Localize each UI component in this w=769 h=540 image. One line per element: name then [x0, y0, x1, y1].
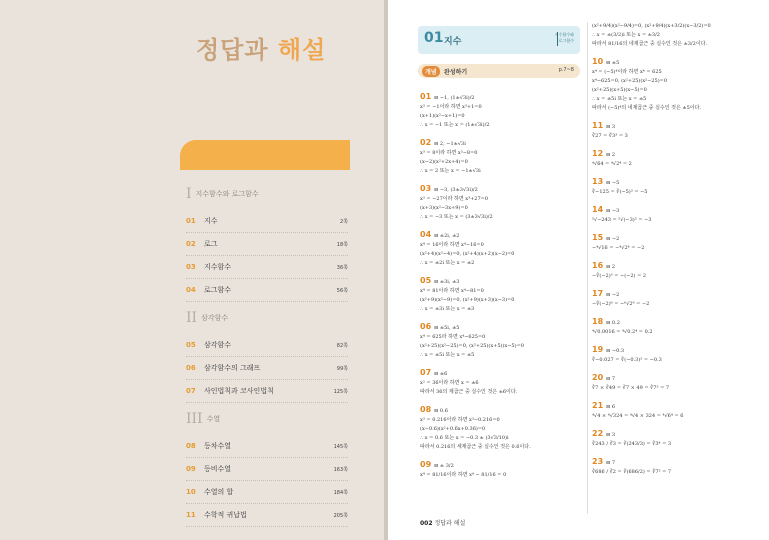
solution-line: x³ = 8이라 하면 x³−8=0: [420, 150, 478, 156]
solution-line: ⁴√0.0016 = ⁴√0.2⁴ = 0.2: [592, 329, 653, 335]
answer-text: ⊟ 0.6: [434, 408, 448, 414]
footer-page-number: 002: [420, 520, 433, 527]
solution-line: (x+1)(x²−x+1)=0: [420, 113, 465, 119]
solution-line: ∛−125 = ∛(−5)³ = −5: [592, 189, 648, 195]
solution-line: x² = 36이라 하면 x = ±6: [420, 380, 479, 386]
toc-item-label: 삼각함수의 그래프: [204, 364, 261, 372]
toc-item[interactable]: [186, 334, 348, 357]
problem-number: 02: [420, 138, 432, 147]
problem-number: 03: [420, 184, 432, 193]
problem-number: 18: [592, 317, 604, 326]
solution-line: ⁴√4 × ⁴√324 = ⁴√4 × 324 = ⁴√6⁴ = 6: [592, 413, 684, 419]
solution-heading: [420, 322, 580, 333]
toc-item-number: 11: [186, 511, 196, 519]
solution-heading: [592, 401, 762, 412]
toc-section-roman: II: [186, 310, 198, 326]
answer-text: ⊟ 7: [606, 460, 616, 466]
solution-item: [592, 373, 762, 393]
problem-number: 19: [592, 345, 604, 354]
solution-heading: [592, 373, 762, 384]
solution-line: x⁴ = (−5)⁴이라 하면 x⁴ = 625: [592, 69, 662, 75]
toc-item-page: 125쪽: [333, 388, 348, 395]
toc-item-number: 02: [186, 240, 196, 248]
problem-number: 23: [592, 457, 604, 466]
answer-text: ⊟ 7: [606, 376, 616, 382]
toc-section-label: 지수함수와 로그함수: [195, 190, 259, 198]
problem-number: 06: [420, 322, 432, 331]
solution-item: [592, 429, 762, 449]
solution-heading: [592, 205, 762, 216]
solution-line: ∴ x = ±2i 또는 x = ±2: [420, 260, 475, 266]
toc-item-label: 지수: [204, 217, 218, 225]
table-of-contents: [186, 178, 348, 527]
solution-item: [420, 276, 580, 314]
solution-line: ∛−0.027 = ∛(−0.3)³ = −0.3: [592, 357, 662, 363]
toc-item[interactable]: [186, 504, 348, 527]
chapter-number: 01: [424, 30, 444, 46]
solution-heading: [592, 149, 762, 160]
solution-line: 따라서 (−5)⁴의 네제곱근 중 실수인 것은 ±5이다.: [592, 105, 702, 111]
solution-item: [592, 121, 762, 141]
solution-heading: [592, 345, 762, 356]
solution-heading: [592, 57, 762, 68]
solution-item: [592, 57, 762, 113]
toc-item[interactable]: [186, 256, 348, 279]
solution-line: ⁵√−243 = ⁵√(−3)⁵ = −3: [592, 217, 652, 223]
solution-line: 따라서 0.216의 세제곱근 중 실수인 것은 0.6이다.: [420, 444, 531, 450]
solution-line: (x²+25)(x+5)(x−5)=0: [592, 87, 647, 93]
solution-item: [592, 401, 762, 421]
toc-section-header: [186, 411, 348, 427]
solution-item: [420, 230, 580, 268]
problem-number: 14: [592, 205, 604, 214]
toc-item[interactable]: [186, 279, 348, 302]
solution-line: (x²+9/4)(x²−9/4)=0, (x²+9/4)(x+3/2)(x−3/2)=0: [592, 23, 711, 29]
solution-line: x⁴ = 625라 하면 x⁴−625=0: [420, 334, 486, 340]
toc-item-page: 99쪽: [336, 365, 348, 372]
toc-item-page: 163쪽: [333, 466, 348, 473]
problem-number: 13: [592, 177, 604, 186]
solution-heading: [592, 261, 762, 272]
answer-text: ⊟ −2: [606, 292, 620, 298]
toc-item-label: 로그: [204, 240, 218, 248]
toc-item-label: 수학적 귀납법: [204, 511, 247, 519]
solution-line: ∛243 / ∛3 = ∛(243/3) = ∛3⁴ = 3: [592, 441, 672, 447]
answer-text: ⊟ 3: [606, 432, 616, 438]
toc-section-header: [186, 310, 348, 326]
solution-line: 따라서 36의 제곱근 중 실수인 것은 ±6이다.: [420, 389, 518, 395]
answer-text: ⊟ −0.3: [606, 348, 625, 354]
solution-line: −∛(−2)⁶ = −⁶√2⁶ = −2: [592, 301, 650, 307]
solution-item: [420, 184, 580, 222]
toc-item-page: 205쪽: [333, 512, 348, 519]
solution-heading: [420, 184, 580, 195]
toc-section-label: 수열: [206, 415, 221, 423]
solution-item: [592, 289, 762, 309]
problem-number: 17: [592, 289, 604, 298]
solution-item: [592, 22, 762, 49]
problem-number: 10: [592, 57, 604, 66]
toc-item-label: 삼각함수: [204, 341, 232, 349]
toc-item[interactable]: [186, 481, 348, 504]
toc-item-page: 145쪽: [333, 443, 348, 450]
solution-line: ∴ x = ±5i 또는 x = ±5: [420, 352, 475, 358]
solution-heading: [592, 457, 762, 468]
chapter-unit-line2: 로그함수: [558, 38, 574, 43]
solution-line: ∴ x = 0.6 또는 x = −0.3 ± (3√3/10)i: [420, 435, 509, 441]
footer-label: 정답과 해설: [434, 520, 466, 527]
solution-heading: [592, 289, 762, 300]
answer-text: ⊟ 2: [606, 264, 616, 270]
solution-heading: [420, 368, 580, 379]
toc-item-number: 09: [186, 465, 196, 473]
solution-line: ∴ x = 2 또는 x = −1±√3i: [420, 168, 481, 174]
solution-item: [592, 205, 762, 225]
solution-line: x⁴−625=0, (x²+25)(x²−25)=0: [592, 78, 668, 84]
chapter-unit: [555, 32, 574, 44]
problem-number: 12: [592, 149, 604, 158]
solution-line: 따라서 81/16의 네제곱근 중 실수인 것은 ±3/2이다.: [592, 41, 708, 47]
problem-number: 11: [592, 121, 604, 130]
page-footer: [420, 518, 465, 527]
toc-item-label: 로그함수: [204, 286, 232, 294]
answer-text: ⊟ ±5i, ±5: [434, 325, 460, 331]
solution-line: −⁴√16 = −⁴√2⁴ = −2: [592, 245, 645, 251]
solution-heading: [420, 276, 580, 287]
answer-text: ⊟ ± 3/2: [434, 463, 454, 469]
solution-heading: [420, 230, 580, 241]
answer-text: ⊟ −3: [606, 208, 620, 214]
answer-text: ⊟ −1, (1±√3i)/2: [434, 95, 475, 101]
solution-item: [592, 317, 762, 337]
section-page-range: p.7~8: [558, 67, 574, 73]
toc-item-number: 08: [186, 442, 196, 450]
answer-text: ⊟ ±6: [434, 371, 448, 377]
solution-line: x⁴ = 81/16이라 하면 x⁴ − 81/16 = 0: [420, 472, 507, 478]
toc-item-page: 36쪽: [336, 264, 348, 271]
solution-line: −∛(−2)³ = −(−2) = 2: [592, 273, 647, 279]
solution-item: [420, 460, 580, 480]
title-part2: 해설: [277, 36, 327, 64]
answer-text: ⊟ −5: [606, 180, 620, 186]
solution-heading: [592, 177, 762, 188]
answer-text: ⊟ 3: [606, 124, 616, 130]
toc-item-number: 03: [186, 263, 196, 271]
solution-item: [420, 405, 580, 452]
toc-section-roman: III: [186, 411, 203, 427]
solution-line: x³ = −27이라 하면 x³+27=0: [420, 196, 488, 202]
solution-line: x⁴ = 81이라 하면 x⁴−81=0: [420, 288, 484, 294]
solution-item: [592, 233, 762, 253]
toc-item[interactable]: [186, 233, 348, 256]
toc-item-number: 01: [186, 217, 196, 225]
solution-heading: [420, 92, 580, 103]
problem-number: 16: [592, 261, 604, 270]
solution-heading: [592, 429, 762, 440]
problem-number: 20: [592, 373, 604, 382]
toc-item[interactable]: [186, 380, 348, 403]
solution-line: (x−2)(x²+2x+4)=0: [420, 159, 468, 165]
solution-heading: [420, 405, 580, 416]
problem-number: 22: [592, 429, 604, 438]
toc-item-label: 지수함수: [204, 263, 232, 271]
toc-item-page: 56쪽: [336, 287, 348, 294]
answer-text: ⊟ ±2i, ±2: [434, 233, 460, 239]
solution-item: [592, 457, 762, 477]
solution-line: (x+3)(x²−3x+9)=0: [420, 205, 468, 211]
toc-item-label: 사인법칙과 코사인법칙: [204, 387, 274, 395]
toc-tab-decoration: [180, 140, 350, 170]
solution-line: x³ = 0.216이라 하면 x³−0.216=0: [420, 417, 500, 423]
toc-item-page: 2쪽: [339, 218, 348, 225]
toc-section-label: 삼각함수: [201, 314, 229, 322]
toc-item[interactable]: [186, 435, 348, 458]
solution-heading: [592, 233, 762, 244]
toc-item-number: 05: [186, 341, 196, 349]
solution-line: ∴ x = −3 또는 x = (3±3√3i)/2: [420, 214, 493, 220]
section-ribbon: [418, 64, 580, 78]
solution-item: [592, 345, 762, 365]
toc-item-label: 등차수열: [204, 442, 232, 450]
toc-item-number: 04: [186, 286, 196, 294]
toc-item-label: 등비수열: [204, 465, 232, 473]
solution-heading: [420, 138, 580, 149]
answer-text: ⊟ −2: [606, 236, 620, 242]
section-name: 완성하기: [444, 69, 468, 76]
answer-text: ⊟ ±5: [606, 60, 620, 66]
solution-heading: [592, 317, 762, 328]
solution-line: (x²+4)(x²−4)=0, (x²+4)(x+2)(x−2)=0: [420, 251, 515, 257]
solution-item: [420, 92, 580, 130]
problem-number: 21: [592, 401, 604, 410]
answer-text: ⊟ −3, (3±3√3i)/2: [434, 187, 478, 193]
solution-item: [420, 322, 580, 360]
problem-number: 04: [420, 230, 432, 239]
toc-item[interactable]: [186, 458, 348, 481]
chapter-header: [418, 26, 580, 54]
title-part1: 정답과: [196, 36, 269, 64]
solution-line: ⁴√64 = ⁴√2⁴ = 2: [592, 161, 632, 167]
section-tag: 개념: [422, 66, 440, 77]
solution-line: ∴ x = ±3i 또는 x = ±3: [420, 306, 475, 312]
chapter-unit-line1: 지수함수와: [554, 32, 574, 37]
problem-number: 07: [420, 368, 432, 377]
answer-text: ⊟ 2, −1±√3i: [434, 141, 466, 147]
solution-item: [420, 368, 580, 397]
solution-item: [592, 149, 762, 169]
solution-heading: [420, 460, 580, 471]
solution-line: (x²+9)(x²−9)=0, (x²+9)(x+3)(x−3)=0: [420, 297, 515, 303]
toc-section-roman: I: [186, 186, 192, 202]
toc-item-number: 10: [186, 488, 196, 496]
problem-number: 05: [420, 276, 432, 285]
toc-item-page: 184쪽: [333, 489, 348, 496]
answer-text: ⊟ 0.2: [606, 320, 620, 326]
solutions-column-1: [420, 92, 580, 488]
toc-section-header: [186, 186, 348, 202]
solution-line: ∴ x = ±(3/2)i 또는 x = ±3/2: [592, 32, 660, 38]
solution-item: [420, 138, 580, 176]
solution-line: (x²+25)(x²−25)=0, (x²+25)(x+5)(x−5)=0: [420, 343, 524, 349]
solution-line: ∴ x = −1 또는 x = (1±√3i)/2: [420, 122, 490, 128]
solution-line: (x−0.6)(x²+0.6x+0.36)=0: [420, 426, 486, 432]
problem-number: 08: [420, 405, 432, 414]
solution-line: ∴ x = ±5i 또는 x = ±5: [592, 96, 647, 102]
solution-item: [592, 177, 762, 197]
answer-text: ⊟ ±3i, ±3: [434, 279, 460, 285]
column-divider: [587, 22, 588, 514]
solution-heading: [592, 121, 762, 132]
toc-item-page: 18쪽: [336, 241, 348, 248]
chapter-name: 지수: [444, 37, 462, 47]
solution-line: ∛7 × ∛49 = ∛7 × 49 = ∛7³ = 7: [592, 385, 670, 391]
book-title: [196, 30, 326, 65]
problem-number: 15: [592, 233, 604, 242]
toc-item-page: 82쪽: [336, 342, 348, 349]
toc-item-number: 07: [186, 387, 196, 395]
toc-item[interactable]: [186, 210, 348, 233]
solution-item: [592, 261, 762, 281]
answer-text: ⊟ 6: [606, 404, 616, 410]
solution-line: ∛686 / ∛2 = ∛(686/2) = ∛7³ = 7: [592, 469, 672, 475]
toc-item-label: 수열의 합: [204, 488, 234, 496]
solution-line: ∛27 = ∛3³ = 3: [592, 133, 628, 139]
problem-number: 01: [420, 92, 432, 101]
toc-item-number: 06: [186, 364, 196, 372]
solution-line: x³ = −1이라 하면 x³+1=0: [420, 104, 482, 110]
answer-text: ⊟ 2: [606, 152, 616, 158]
problem-number: 09: [420, 460, 432, 469]
toc-item[interactable]: [186, 357, 348, 380]
solution-line: x⁴ = 16이라 하면 x⁴−16=0: [420, 242, 484, 248]
solutions-column-2: [592, 22, 762, 485]
